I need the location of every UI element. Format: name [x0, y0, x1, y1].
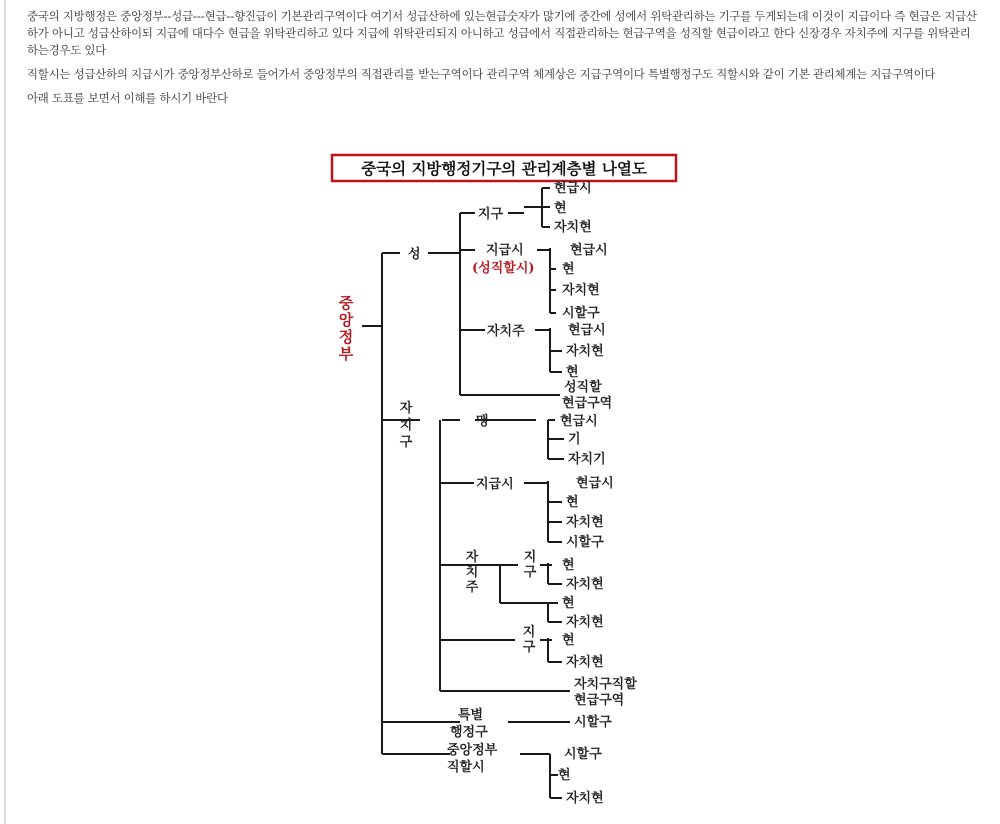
node-province-direct-county-line-1: 성직할 — [564, 380, 602, 395]
leaf-autonomous-county: 자치현 — [566, 515, 604, 530]
diagram-intro-paragraph: 아래 도표를 보면서 이해를 하시기 바란다 — [27, 91, 228, 105]
node-region-prefecture-a-1: 지 — [523, 550, 537, 565]
leaf-county: 현 — [562, 633, 575, 648]
node-province-direct-county-line-2: 현급구역 — [562, 396, 613, 411]
node-province-direct-city-note: (성직할시) — [472, 261, 535, 276]
left-border — [4, 0, 6, 824]
leaf-county-city: 현급시 — [576, 476, 614, 491]
node-province-prefecture: 지구 — [478, 207, 504, 222]
leaf-banner: 기 — [568, 432, 581, 447]
article-body — [27, 8, 977, 114]
leaf-autonomous-county: 자치현 — [566, 344, 604, 359]
leaf-autonomous-county: 자치현 — [562, 283, 600, 298]
node-municipality-line-1: 중앙정부 — [447, 743, 498, 758]
node-region-prefecture-city: 지급시 — [476, 477, 514, 492]
leaf-district: 시할구 — [566, 535, 604, 550]
root-node-char-1: 중 — [338, 294, 354, 312]
node-league: 맹 — [476, 414, 489, 429]
leaf-county: 현 — [566, 365, 579, 380]
leaf-county-city: 현급시 — [570, 243, 608, 258]
node-province-autonomous-prefecture: 자치주 — [487, 324, 525, 339]
leaf-county-city: 현급시 — [568, 323, 606, 338]
node-autonomous-region-2: 치 — [399, 418, 413, 433]
node-region-autonomous-prefecture-2: 치 — [465, 565, 479, 580]
node-region-prefecture-a-2: 구 — [523, 565, 537, 580]
node-autonomous-region-3: 구 — [399, 435, 413, 450]
node-region-prefecture-b-1: 지 — [522, 625, 536, 640]
node-municipality-line-2: 직할시 — [447, 760, 485, 775]
leaf-district: 시할구 — [574, 715, 612, 730]
node-sar-line-2: 행정구 — [450, 725, 488, 740]
node-region-direct-county-line-1: 자치구직할 — [574, 677, 637, 692]
node-autonomous-region-1: 자 — [399, 401, 413, 416]
municipality-paragraph: 직할시는 성급산하의 지급시가 중앙정부산하로 들어가서 중앙정부의 직접관리를 받는구역이다 관리구역 체계상은 지급구역이다 특별행정구도 직할시와 같이 기본 관리체계는 지급구역이다 — [27, 67, 936, 81]
leaf-county: 현 — [554, 201, 567, 216]
leaf-county: 현 — [566, 495, 579, 510]
leaf-autonomous-county: 자치현 — [566, 655, 604, 670]
root-node-char-4: 부 — [338, 345, 354, 363]
node-province: 성 — [408, 247, 421, 262]
node-region-autonomous-prefecture-1: 자 — [465, 550, 479, 565]
hierarchy-tree — [300, 150, 700, 820]
diagram-title: 중국의 지방행정기구의 관리계층별 나열도 — [361, 159, 647, 178]
leaf-autonomous-county: 자치현 — [554, 220, 592, 235]
leaf-county: 현 — [558, 768, 571, 783]
node-region-prefecture-b-2: 구 — [522, 640, 536, 655]
leaf-district: 시할구 — [562, 306, 600, 321]
leaf-county: 현 — [562, 596, 575, 611]
leaf-district: 시할구 — [564, 747, 602, 762]
leaf-county-city: 현급시 — [554, 181, 592, 196]
leaf-county-city: 현급시 — [560, 414, 598, 429]
leaf-autonomous-banner: 자치기 — [568, 452, 606, 467]
leaf-county: 현 — [562, 262, 575, 277]
root-node-char-2: 앙 — [338, 311, 354, 329]
root-node-char-3: 정 — [338, 328, 354, 346]
node-region-direct-county-line-2: 현급구역 — [574, 693, 625, 708]
leaf-autonomous-county: 자치현 — [566, 577, 604, 592]
leaf-county: 현 — [562, 558, 575, 573]
node-sar-line-1: 특별 — [458, 708, 484, 723]
node-region-autonomous-prefecture-3: 주 — [465, 580, 479, 595]
leaf-autonomous-county: 자치현 — [566, 615, 604, 630]
leaf-autonomous-county: 자치현 — [566, 791, 604, 806]
node-province-prefecture-city: 지급시 — [486, 243, 524, 258]
admin-hierarchy-diagram — [300, 150, 700, 820]
intro-paragraph: 중국의 지방행정은 중앙정부--성급---현급--향진급이 기본관리구역이다 여기서 성급산하에 있는현급숫자가 많기에 중간에 성에서 위탁관리하는 기구를 두게되는데 이것이 지급이다 즉 현급은 지급산하가 아니고 성급산하이되 지급에 대다수 현급을 위탁관리하고 있다 지급에 위탁관리되지 아니하고 성급에서 직접관리하는 현급구역을 성직할 현급이라고 한다 신장경우 자치주에 지구를 위탁관리하는경우도 있다 — [27, 9, 977, 57]
